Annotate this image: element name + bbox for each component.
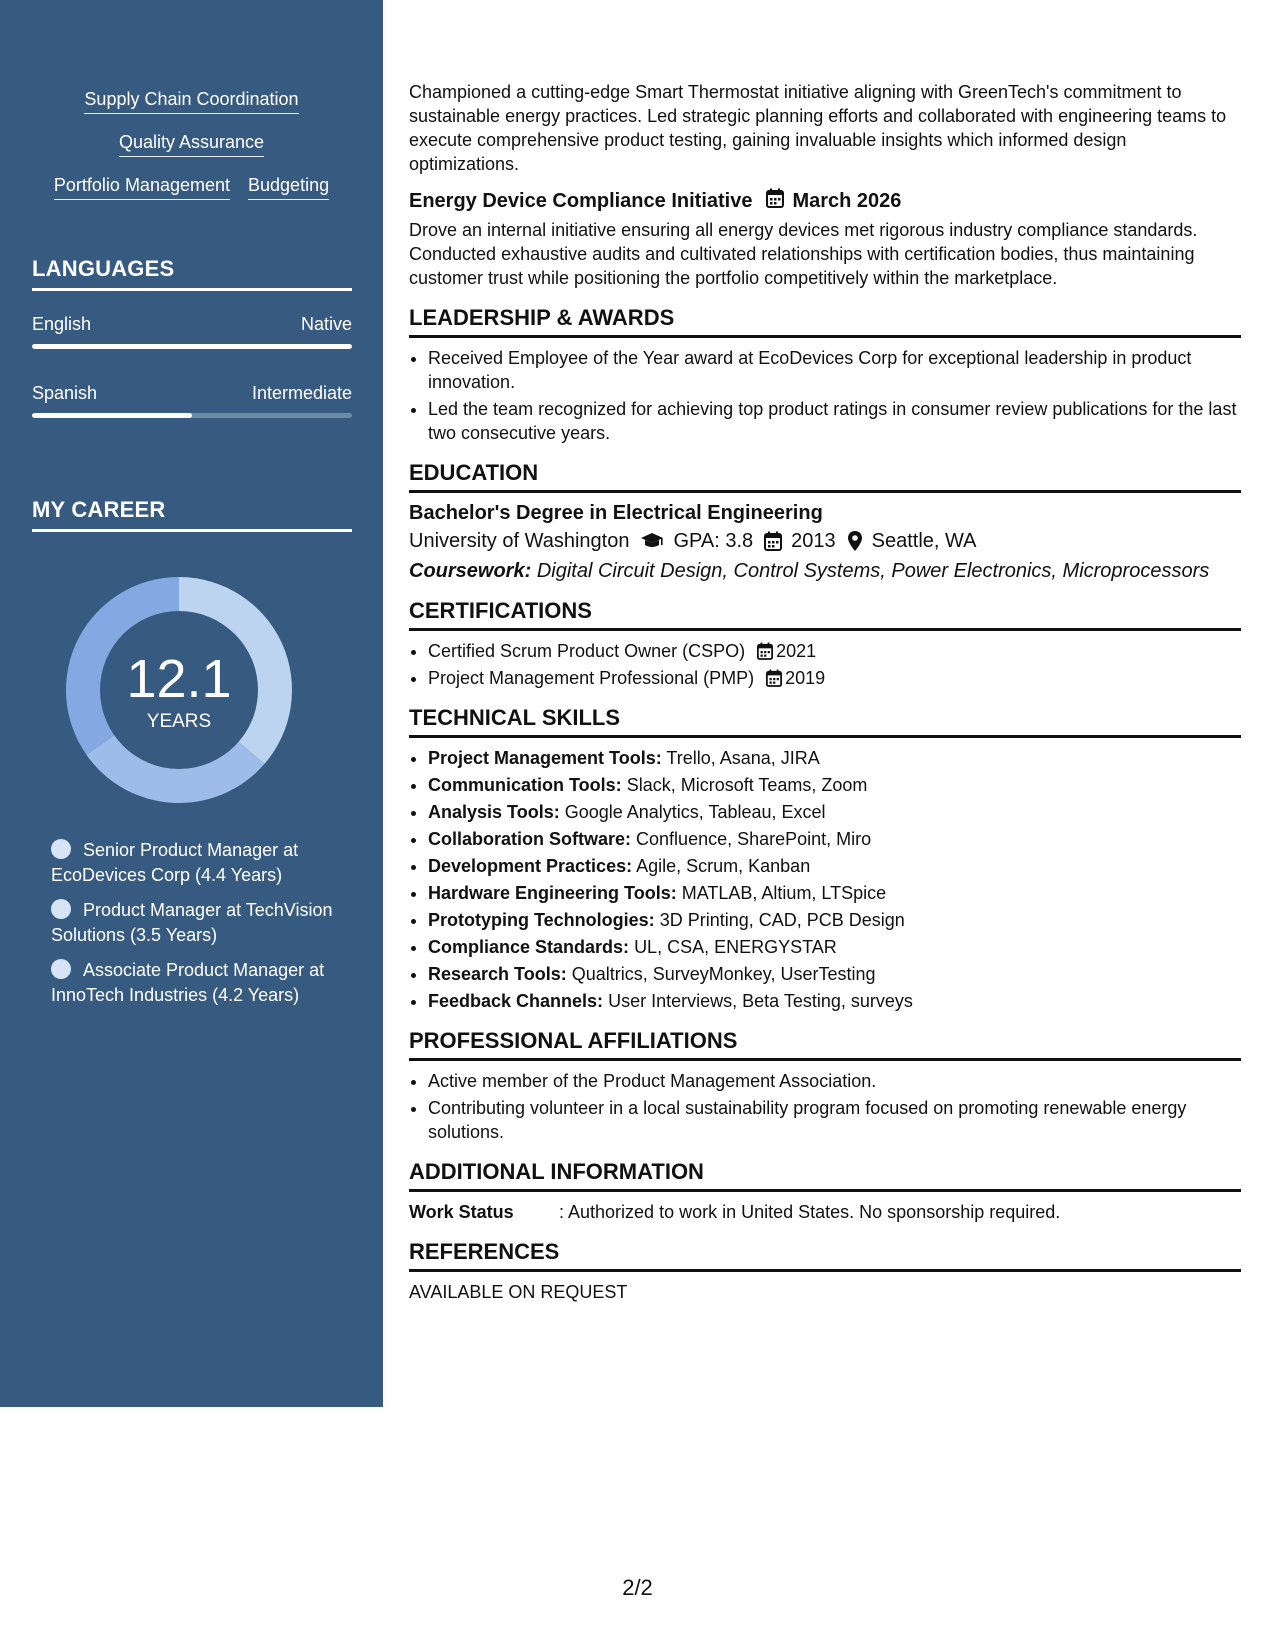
references-heading: REFERENCES — [409, 1240, 1241, 1272]
skill-value: User Interviews, Beta Testing, surveys — [608, 991, 913, 1011]
skill-label: Analysis Tools: — [428, 802, 560, 822]
career-donut-chart — [64, 575, 294, 805]
list-item — [428, 746, 1241, 770]
skill-label: Feedback Channels: — [428, 991, 604, 1011]
coursework-list: Digital Circuit Design, Control Systems, Power Electronics, Microprocessors — [536, 560, 1210, 582]
language-name: English — [32, 314, 92, 334]
references-text: AVAILABLE ON REQUEST — [409, 1282, 628, 1302]
career-total: 12.1 — [126, 649, 232, 709]
career-heading: MY CAREER — [32, 497, 352, 532]
list-item — [428, 666, 1241, 690]
career-item — [51, 898, 341, 947]
list-item — [428, 639, 1241, 663]
skill-value: MATLAB, Altium, LTSpice — [681, 883, 887, 903]
career-list — [51, 838, 341, 1018]
certification-year: 2021 — [776, 641, 817, 661]
location-pin-icon — [847, 530, 863, 552]
skill-tag: Portfolio Management — [54, 174, 230, 200]
career-item-text: Associate Product Manager at InnoTech Industries (4.2 Years) — [51, 960, 325, 1005]
skill-value: Agile, Scrum, Kanban — [636, 856, 811, 876]
calendar-icon — [764, 531, 782, 551]
certification-name: • Certified Scrum Product Owner (CSPO) — [428, 641, 746, 661]
language-level: Intermediate — [251, 383, 352, 403]
certification-name: • Project Management Professional (PMP) — [428, 668, 755, 688]
career-item — [51, 958, 341, 1007]
languages-heading: LANGUAGES — [32, 256, 352, 291]
list-item: • Received Employee of the Year award at EcoDevices Corp for exceptional leadership in product innovation. — [428, 346, 1241, 394]
additional-info-heading: ADDITIONAL INFORMATION — [409, 1160, 1241, 1192]
leadership-heading: LEADERSHIP & AWARDS — [409, 306, 1241, 338]
list-item — [428, 935, 1241, 959]
list-item — [428, 989, 1241, 1013]
list-item — [428, 827, 1241, 851]
certifications-list — [409, 639, 1241, 690]
calendar-icon — [766, 669, 782, 687]
list-item — [428, 854, 1241, 878]
education-gpa: GPA: 3.8 — [673, 530, 754, 552]
list-item: • Active member of the Product Management Association. — [428, 1069, 1241, 1093]
leadership-list — [409, 346, 1241, 445]
project-header — [409, 188, 1241, 214]
list-item — [428, 800, 1241, 824]
graduation-cap-icon — [640, 532, 664, 550]
skill-value: Trello, Asana, JIRA — [666, 748, 820, 768]
list-item — [428, 908, 1241, 932]
career-dot — [51, 839, 71, 859]
skill-label: Collaboration Software: — [428, 829, 632, 849]
career-item-text: Senior Product Manager at EcoDevices Corp (4.4 Years) — [51, 840, 299, 885]
certification-year: 2019 — [785, 668, 826, 688]
skill-value: 3D Printing, CAD, PCB Design — [659, 910, 905, 930]
education-degree: Bachelor's Degree in Electrical Engineering — [409, 502, 823, 524]
skill-label: Development Practices: — [428, 856, 633, 876]
skill-value: Slack, Microsoft Teams, Zoom — [626, 775, 868, 795]
language-bar-fill — [32, 413, 192, 418]
list-item: • Contributing volunteer in a local sustainability program focused on promoting renewable energy solutions. — [428, 1096, 1241, 1144]
sidebar — [0, 0, 383, 1407]
language-english — [32, 314, 352, 349]
skill-label: Research Tools: — [428, 964, 567, 984]
calendar-icon — [757, 642, 773, 660]
education-details — [409, 529, 1241, 553]
education-coursework — [409, 559, 1241, 583]
education-year: 2013 — [791, 530, 836, 552]
skill-value: UL, CSA, ENERGYSTAR — [634, 937, 837, 957]
language-bar-fill — [32, 344, 352, 349]
skill-tag: Supply Chain Coordination — [84, 88, 298, 114]
intro-paragraph: Championed a cutting-edge Smart Thermostat initiative aligning with GreenTech's commitment to sustainable energy practices. Led strategic planning efforts and collaborated with engineering teams to execute comprehensive product testing, gaining invaluable insights which informed design optimizations. — [409, 82, 1227, 174]
project-title: Energy Device Compliance Initiative — [409, 190, 753, 212]
language-spanish — [32, 383, 352, 418]
page-number: 2/2 — [622, 1575, 653, 1600]
skill-label: Prototyping Technologies: — [428, 910, 655, 930]
education-school: University of Washington — [409, 530, 630, 552]
list-item — [428, 773, 1241, 797]
language-bar — [32, 344, 352, 349]
skill-tag: Budgeting — [248, 174, 329, 200]
skill-tag-row — [0, 88, 383, 114]
skill-label: Compliance Standards: — [428, 937, 630, 957]
skill-label: Project Management Tools: — [428, 748, 662, 768]
work-status-label: Work Status — [409, 1202, 514, 1222]
technical-skills-list — [409, 746, 1241, 1013]
project-date: March 2026 — [792, 190, 902, 212]
skill-value: Qualtrics, SurveyMonkey, UserTesting — [571, 964, 876, 984]
career-item — [51, 838, 341, 887]
career-dot — [51, 899, 71, 919]
skill-label: Hardware Engineering Tools: — [428, 883, 677, 903]
affiliations-heading: PROFESSIONAL AFFILIATIONS — [409, 1029, 1241, 1061]
skill-tag-row — [0, 174, 383, 200]
technical-skills-heading: TECHNICAL SKILLS — [409, 706, 1241, 738]
language-bar — [32, 413, 352, 418]
list-item — [428, 881, 1241, 905]
skill-value: Google Analytics, Tableau, Excel — [564, 802, 826, 822]
skill-label: Communication Tools: — [428, 775, 622, 795]
career-item-text: Product Manager at TechVision Solutions (3.5 Years) — [51, 900, 333, 945]
skill-tag: Quality Assurance — [119, 131, 264, 157]
language-name: Spanish — [32, 383, 98, 403]
skill-value: Confluence, SharePoint, Miro — [636, 829, 872, 849]
skill-tag-row — [0, 131, 383, 157]
affiliations-list — [409, 1069, 1241, 1144]
career-dot — [51, 959, 71, 979]
career-unit: YEARS — [146, 711, 212, 732]
list-item — [428, 962, 1241, 986]
project-description: Drove an internal initiative ensuring all energy devices met rigorous industry compliance standards. Conducted exhaustive audits and cultivated relationships with certification bodies, thus maintaining customer trust while positioning the portfolio competitively within the marketplace. — [409, 220, 1198, 288]
list-item: • Led the team recognized for achieving top product ratings in consumer review publications for the last two consecutive years. — [428, 397, 1241, 445]
certifications-heading: CERTIFICATIONS — [409, 599, 1241, 631]
main-content — [409, 80, 1241, 1304]
calendar-icon — [766, 188, 784, 214]
work-status-row — [409, 1200, 1241, 1224]
education-location: Seattle, WA — [871, 530, 977, 552]
work-status-value: : Authorized to work in United States. No sponsorship required. — [559, 1202, 1061, 1222]
language-level: Native — [300, 314, 352, 334]
skill-tags — [0, 88, 383, 217]
coursework-label: Coursework: — [409, 560, 532, 582]
education-heading: EDUCATION — [409, 461, 1241, 493]
